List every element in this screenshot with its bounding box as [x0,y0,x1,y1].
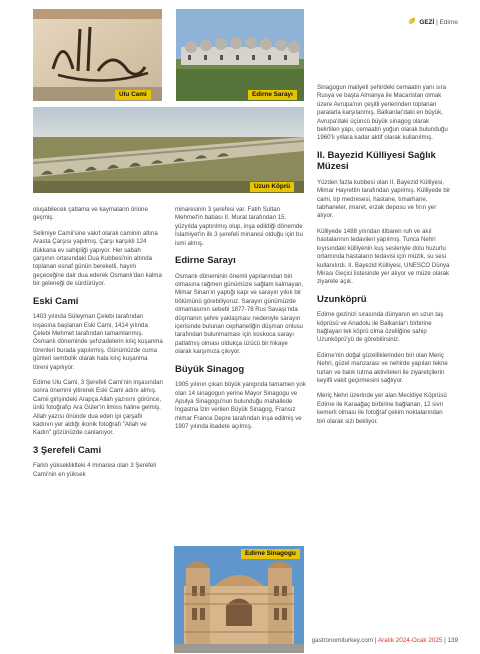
paragraph: Farklı yüksekliklteki 4 minaresi olan 3 Şerefeli Cami'nin en yüksek [33,462,156,478]
paragraph: Edirne Ulu Cami, 3 Şerefeli Cami'nin inşasından sonra önemini yitirerek Eski Cami adını almış. Camii girişindeki Arapça Allah yazısını görünce, ünlü fotoğrafçı Ara Güler'in ilmiss haline gelmiş. Allah yazısı önünde dua eden ipi çarşaflı kadının yer aldığı ikonik fotoğrafı "Allah ve Kadın" gözünüzde canlanıyor. [33,379,163,437]
heading-edirne-sarayi: Edirne Sarayı [175,255,236,267]
paragraph: Edirne'nin doğal güzelliklerinden biri olan Meriç Nehri, güzel manzarası ve nehirde yapılan tekne turları ve balık tutma aktiviteleri ile ziyaretçilerin keyifli vakit geçirmesini sağlıyor. [317,351,448,385]
footer-issue-date: Aralık 2024-Ocak 2025 [377,637,443,644]
footer-site-link[interactable]: gastronomiturkey.com [311,637,374,644]
paragraph: Sinagogun maliyeti şehirdeki cemaatin yanı sıra Rusya ve başta Almanya ile Macaristan olmak üzere Avrupa'nın çeşitli yerlerinden toplanan paralarla karşılanmış. Balkanlar'daki en büyük, Avrupa'daki üçüncü büyük sinagog olarak belirtilen yapı, cemaatin yoğun olarak bulunduğu 1960'lı yıllara kadar aktif olarak kullanılmış. [317,84,448,142]
heading-uzunkopru: Uzunköprü [317,293,367,305]
paragraph: 1905 yılının çıkan büyük yangında tamamen yok olan 14 sinagogun yerine Mayor Sinagogu ve Apulya Sinagogu'nun bulunduğu mahallede İngastna İzin verilen Büyük Sinagog, Fransız mimar France Depre tarafından inşa edilmiş ve 1907 yılında ibadete açılmış. [175,381,306,431]
paragraph: Yüzden fazla kubbesi olan II. Bayezid Külliyesi, Mimar Hayrettin tarafından yapılmış. Külliyede bir cami, tıp medresesi, hastane, tımarhane, tabhaneler, imaret, erzak deposu ve fırın yer alıyor. [317,178,451,220]
paragraph: 1403 yılında Süleyman Çelebi tarafından inşasına başlanan Eski Cami, 1414 yılında Çelebi Mehmet tarafından tamamlanmış. Osmanlı döneminde şehzadelerin kılıç kuşanma törenleri burada yapılırmış. Günümüzde cuma günleri sembolik olarak hala kılıç kuşanma töreni yapılıyor. [33,313,163,371]
edirne-sarayi-caption: Edirne Sarayı [248,90,297,100]
page-header [408,17,458,27]
uzun-kopru-caption: Uzun Köprü [250,182,294,192]
header-section: GEZİ [419,19,435,26]
header-title: Edirne [439,19,458,26]
paragraph: Külliyede 1488 yılından itibaren ruh ve akıl hastalarının tedavileri yapılmış. Tunca Nehri kıyısındaki külliyenin kuş sesleriyle dolu huzurlu ortamında hastaların tedavisi için müzik, su sesi kullanılırdı. II. Bayezid Külliyesi, UNESCO Dünya Mirası Geçici listesinde yer alıyor ve müze olarak ziyarete açık. [317,227,450,286]
footer-separator: | [444,637,446,644]
leaf-icon [408,17,416,27]
paragraph: minaresinin 3 şerefesi var. Fatih Sultan Mehmet'in babası II. Murat tarafından 15. yüzyılda yaptırılmış olup, inşa edildiği dönemde İslamiyet'in ilk 3 şerefeli minaresi olduğu için bu ismi almış. [175,206,303,247]
uzun-kopru-photo [33,107,304,193]
column-middle [175,206,306,439]
page-footer [312,637,458,644]
heading-3-serefeli-cami: 3 Şerefeli Cami [33,444,102,456]
ulu-cami-photo [33,9,162,101]
header-separator: | [436,19,438,26]
heading-bayezid-kulliyesi: II. Bayezid Külliyesi Sağlık Müzesi [317,149,436,173]
heading-buyuk-sinagog: Büyük Sinagog [175,363,245,375]
paragraph: Meriç Nehri üzerinde yer alan Mecidiye Köprüsü Edirne ile Karaağaç birbirine bağlanan, 12 sivri kemerli olması ile fotoğraf çekim noktalarından biri olarak sizi bekliyor. [317,392,447,425]
column-right [317,84,451,433]
paragraph: Osmanlı döneminin önemli yapılarından biri olmasına rağmen günümüze sağlam kalmayan, Mimar Sinan'ın yaptığı kapı ve sarayın yıkık bir bölümünü görebiliyoruz. Sarayın günümüzde olmamasının sebebi 1877-78 Rus Savaşı'nda düşmanın şehre yaklaşması nedeniyle sarayın içerisinde bulunan cephaneliğin düşman onlusu tarafından bulunmaması için koskoca sarayı patlatmış olması oldukça üzücü bir hikaye olarak karşımıza çıkıyor. [175,272,304,356]
paragraph: oluşabilecek çatlama ve kaymaların önüne geçmiş. [33,206,148,222]
edirne-sarayi-photo [176,9,304,101]
edirne-sinagogu-caption: Edirne Sinagogu [241,549,300,559]
footer-separator: | [374,637,377,644]
page-number: 139 [447,637,458,644]
heading-eski-cami: Eski Cami [33,295,79,307]
paragraph: Edirne gezinizi sırasında dünyanın en uzun taş köprüsü ve Anadolu ile Balkanlar'ı birbirine bağlayan tek köprü olma özelliğine sahip Uzunköprü'yü de görebilirsiniz. [317,311,444,344]
ulu-cami-caption: Ulu Cami [115,90,151,100]
paragraph: Selimiye Camii'sine vakıf olarak caminin altına Arasta Çarşısı yapılmış. Çarşı karşıkli 124 dükkana ev sahipliği yapıyor. Her sabah çarşının ortasındaki Dua Kubbesi'nin altında toplanan esnaf günün bereketli, hayırlı geçeceğine dair dua ederek Osmanlı'dan kalma bir geleneği de sürdürüyor. [33,229,162,288]
edirne-sinagogu-photo [174,546,304,653]
column-left [33,206,164,486]
